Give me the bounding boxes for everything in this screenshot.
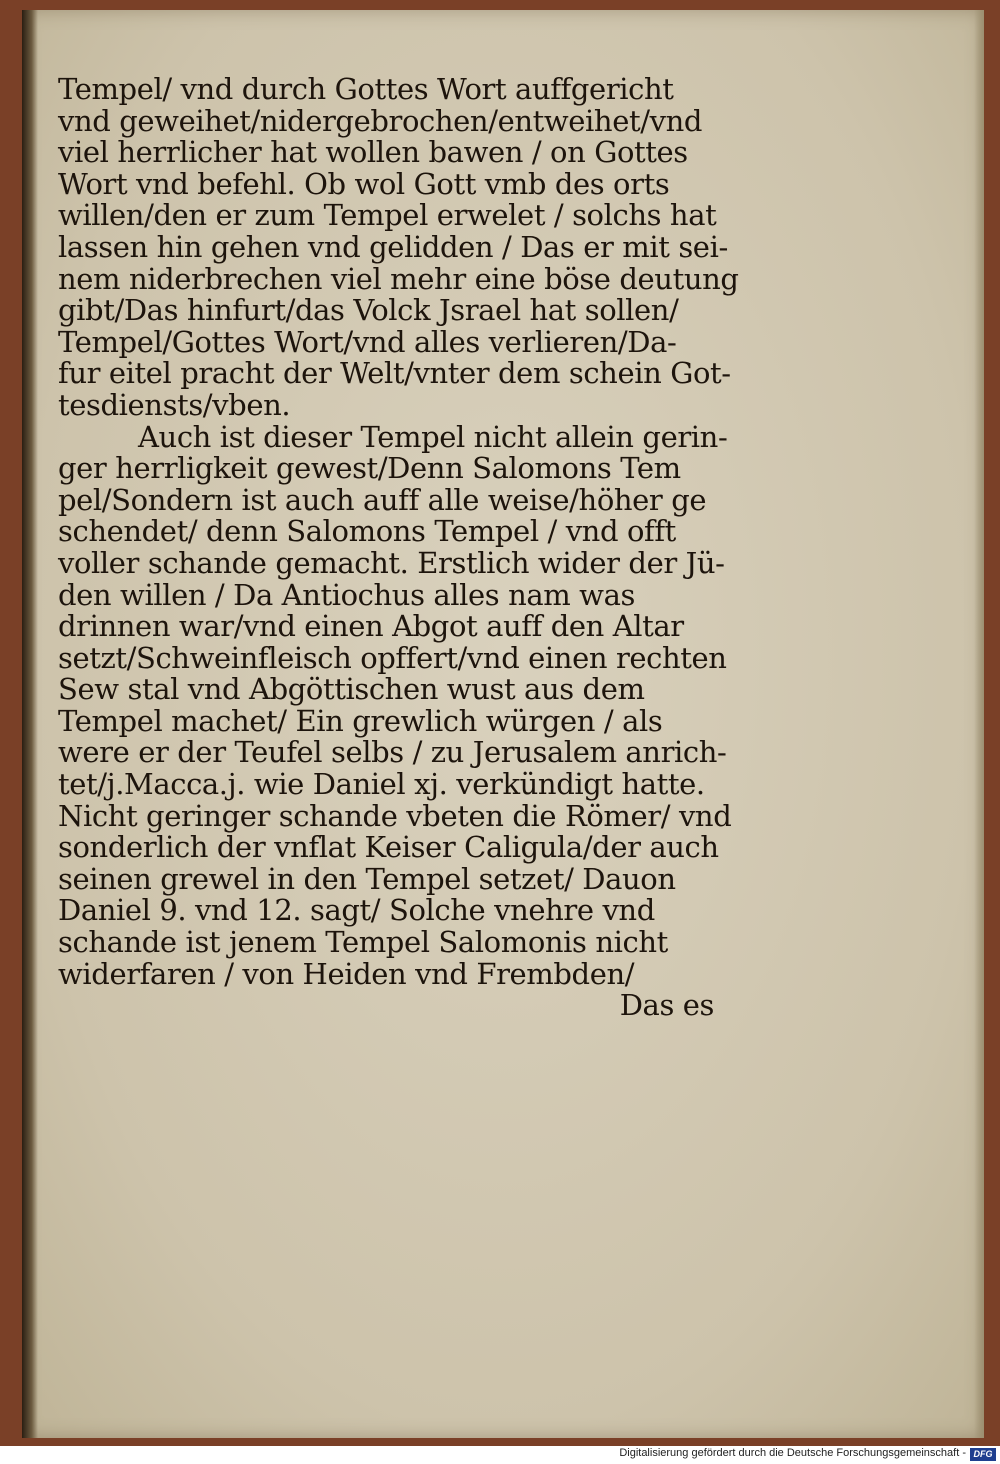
body-text	[58, 74, 758, 1022]
text-line: nem niderbrechen viel mehr eine böse deutung	[58, 261, 739, 296]
funding-credit: Digitalisierung gefördert durch die Deutsche Forschungsgemeinschaft -	[619, 1447, 966, 1459]
text-line: Tempel/Gottes Wort/vnd alles verlieren/Da-	[58, 324, 677, 359]
credit-footer	[0, 1446, 1000, 1464]
text-line: setzt/Schweinfleisch opffert/vnd einen rechten	[58, 640, 727, 675]
text-line: schande ist jenem Tempel Salomonis nicht	[58, 925, 668, 960]
text-line: willen/den er zum Tempel erwelet / solchs hat	[58, 198, 717, 233]
book-page	[22, 10, 984, 1438]
text-line: gibt/Das hinfurt/das Volck Jsrael hat sollen/	[58, 293, 679, 328]
text-line: schendet/ denn Salomons Tempel / vnd offt	[58, 514, 676, 549]
text-line: lassen hin gehen vnd gelidden / Das er mit sei-	[58, 229, 728, 264]
text-line: pel/Sondern ist auch auff alle weise/höher ge	[58, 482, 707, 517]
text-line: fur eitel pracht der Welt/vnter dem schein Got-	[58, 356, 731, 391]
paragraph-start-line: Auch ist dieser Tempel nicht allein gerin-	[138, 419, 728, 454]
text-line: were er der Teufel selbs / zu Jerusalem anrich-	[58, 735, 727, 770]
page-edge	[974, 10, 984, 1438]
text-line: viel herrlicher hat wollen bawen / on Gottes	[58, 135, 688, 170]
dfg-logo: DFG	[970, 1448, 996, 1461]
text-line: vnd geweihet/nidergebrochen/entweihet/vnd	[58, 103, 703, 138]
text-line: sonderlich der vnflat Keiser Caligula/der auch	[58, 830, 719, 865]
text-line: Tempel/ vnd durch Gottes Wort auffgericht	[58, 72, 674, 106]
page-gutter	[22, 10, 38, 1438]
text-line: voller schande gemacht. Erstlich wider der Jü-	[58, 545, 725, 580]
text-line: drinnen war/vnd einen Abgot auff den Altar	[58, 609, 684, 644]
text-line: den willen / Da Antiochus alles nam was	[58, 577, 635, 612]
text-line: Tempel machet/ Ein grewlich würgen / als	[58, 703, 663, 738]
text-line: widerfaren / von Heiden vnd Frembden/	[58, 956, 635, 991]
text-line: ger herrligkeit gewest/Denn Salomons Tem	[58, 451, 681, 486]
catchword: Das es	[619, 988, 714, 1023]
text-line: Nicht geringer schande vbeten die Römer/ vnd	[58, 798, 732, 833]
text-line: Sew stal vnd Abgöttischen wust aus dem	[58, 672, 645, 707]
text-line: Daniel 9. vnd 12. sagt/ Solche vnehre vnd	[58, 893, 655, 928]
text-line: Wort vnd befehl. Ob wol Gott vmb des orts	[58, 166, 670, 201]
text-line: seinen grewel in den Tempel setzet/ Dauon	[58, 861, 676, 896]
text-line: tesdiensts/vben.	[58, 387, 291, 422]
text-line: tet/j.Macca.j. wie Daniel xj. verkündigt hatte.	[58, 767, 705, 802]
